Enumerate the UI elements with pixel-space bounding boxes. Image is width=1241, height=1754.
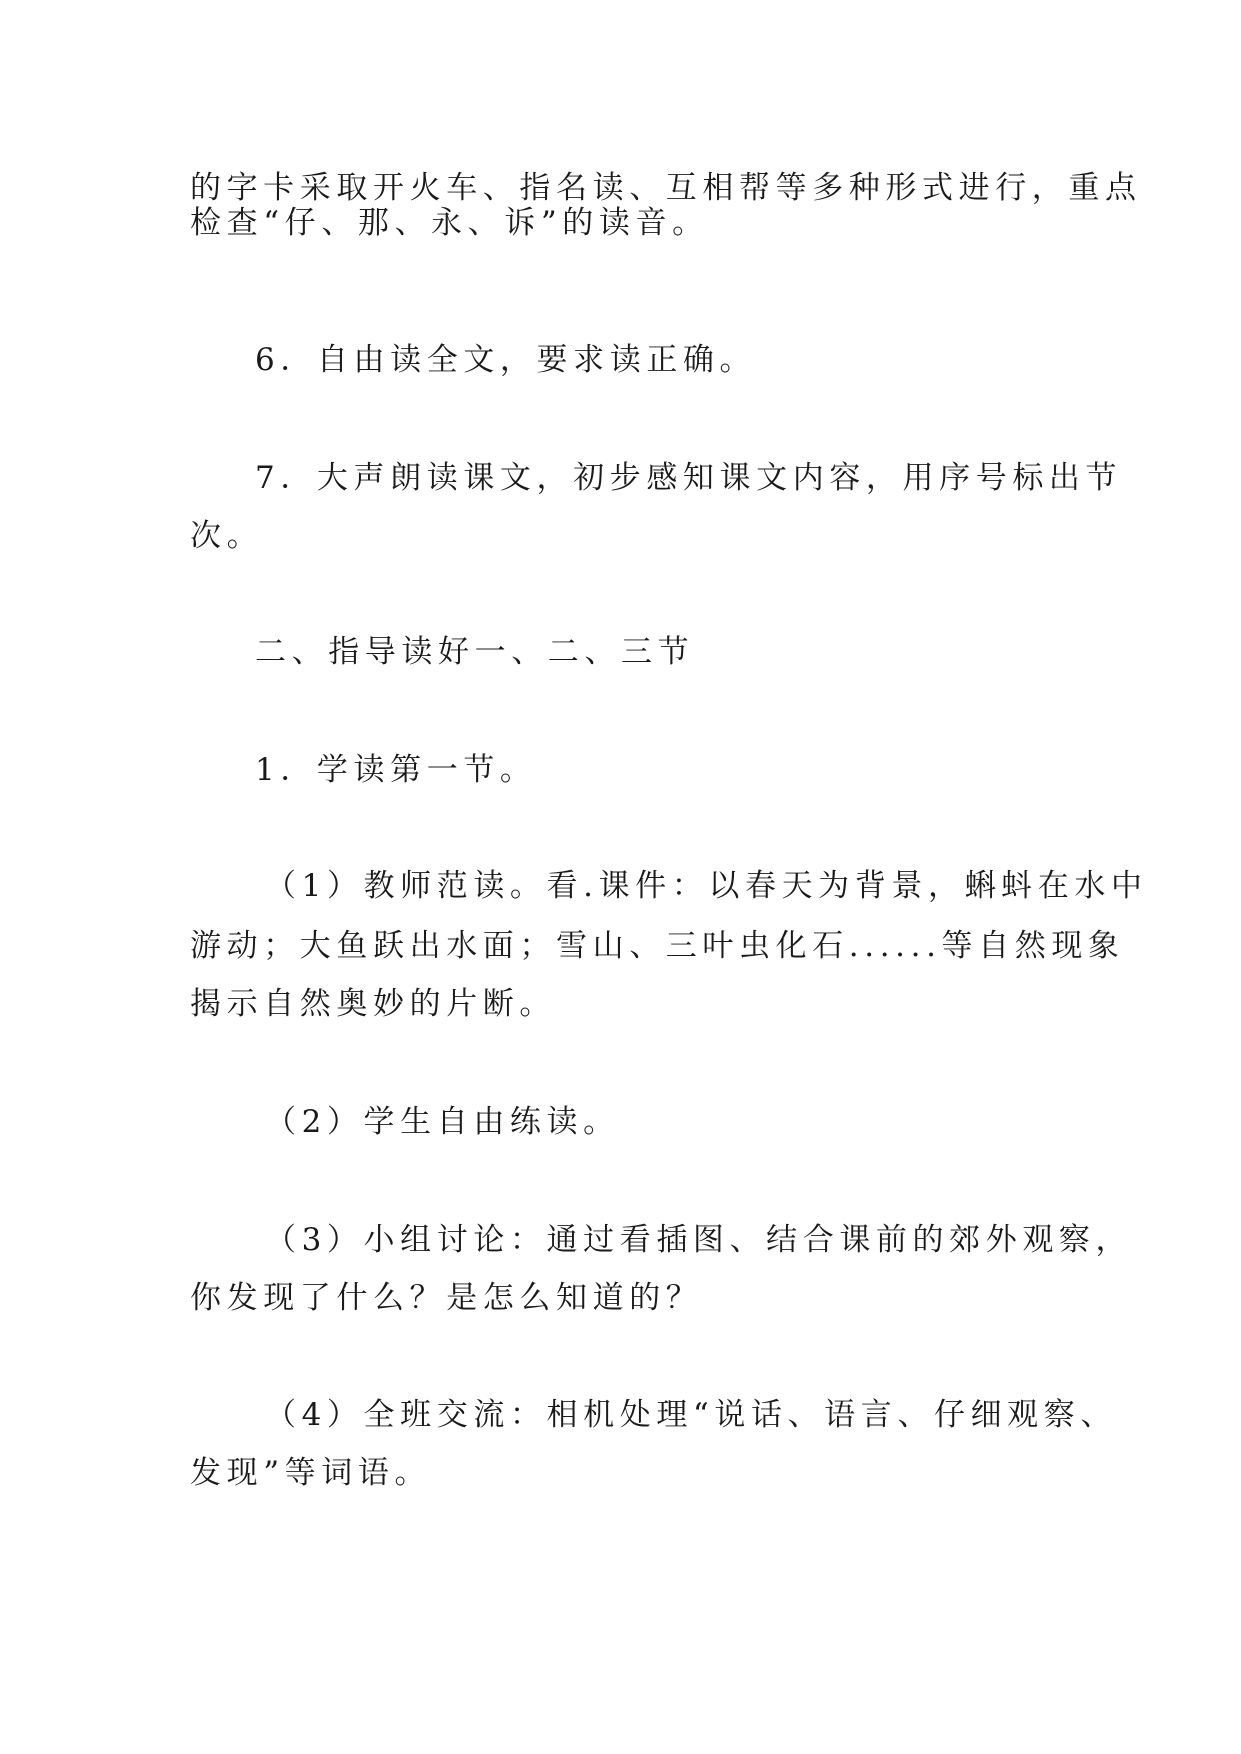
paragraph-line: 游动；大鱼跃出水面；雪山、三叶虫化石......等自然现象 — [190, 928, 1125, 964]
paragraph-line: 6．自由读全文，要求读正确。 — [255, 342, 757, 378]
section-heading: 二、指导读好一、二、三节 — [255, 634, 695, 670]
paragraph-line: 揭示自然奥妙的片断。 — [190, 986, 556, 1022]
paragraph-line: 你发现了什么？是怎么知道的？ — [190, 1280, 703, 1316]
paragraph-line: 的字卡采取开火车、指名读、互相帮等多种形式进行，重点 — [190, 170, 1142, 206]
paragraph-line: （1）教师范读。看.课件：以春天为背景，蝌蚪在水中 — [265, 868, 1148, 904]
paragraph-line: 1．学读第一节。 — [255, 752, 537, 788]
paragraph-line: （4）全班交流：相机处理“说话、语言、仔细观察、 — [265, 1397, 1117, 1433]
paragraph-line: 检查“仔、那、永、诉”的读音。 — [190, 205, 709, 241]
paragraph-line: （2）学生自由练读。 — [265, 1104, 620, 1140]
paragraph-line: 发现”等词语。 — [190, 1455, 432, 1491]
paragraph-line: 7．大声朗读课文，初步感知课文内容，用序号标出节 — [255, 460, 1123, 496]
paragraph-line: （3）小组讨论：通过看插图、结合课前的郊外观察， — [265, 1222, 1133, 1258]
paragraph-line: 次。 — [190, 518, 264, 554]
